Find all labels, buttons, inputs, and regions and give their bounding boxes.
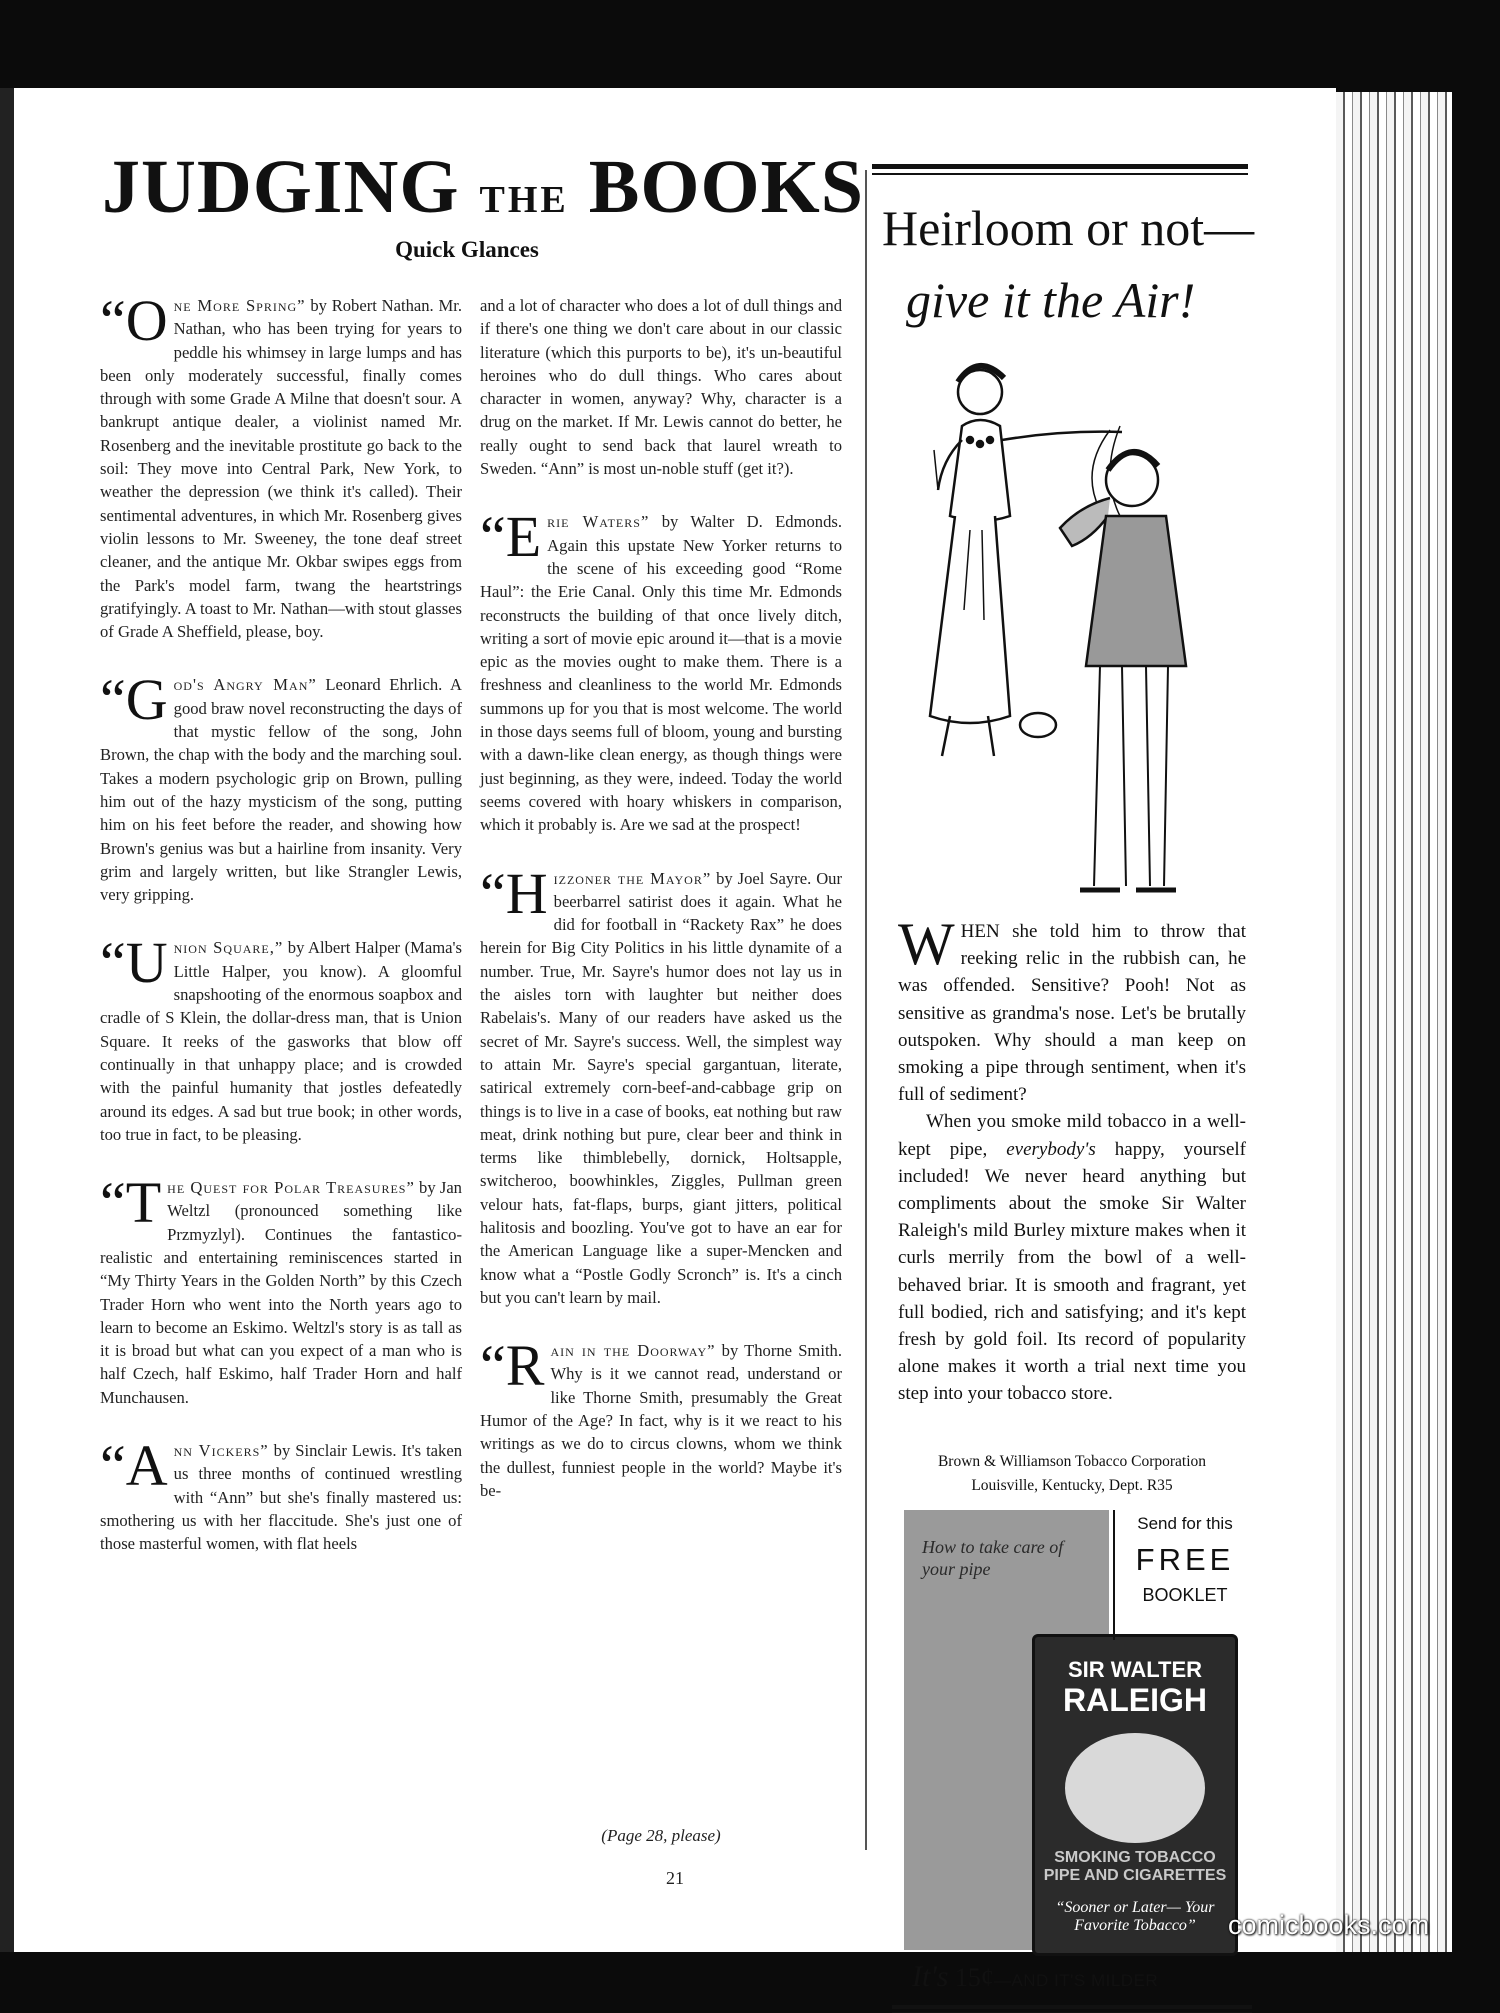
column-divider — [865, 170, 867, 1850]
ad-company-name: Brown & Williamson Tobacco Corporation — [937, 1453, 1207, 1470]
ad-top-rule — [872, 164, 1248, 169]
review-dropcap: “U — [100, 930, 168, 996]
review-dropcap: “O — [100, 288, 168, 353]
review-title: nn Vickers” — [173, 1441, 269, 1461]
ad-copy-paragraph-2a: When you smoke mild tobacco in a well-kept pipe, — [898, 1111, 1246, 1160]
woman-torso — [950, 420, 1010, 521]
review-ann-vickers-continued — [480, 294, 842, 480]
man-jacket — [1086, 516, 1186, 666]
review-dropcap: “A — [100, 1433, 168, 1499]
tobacco-advertisement — [872, 160, 1267, 1993]
review-ann-vickers — [100, 1433, 463, 1555]
title-word-judging: JUDGING — [102, 145, 460, 229]
tin-brand-line-1: SIR WALTER — [1067, 1657, 1203, 1682]
review-title: od's Angry Man” — [173, 675, 317, 695]
offer-send: Send for this — [1137, 1514, 1233, 1533]
site-watermark: comicbooks.com — [1228, 1910, 1430, 1940]
review-dropcap: “H — [480, 860, 548, 926]
price-tagline: —AND IT'S MILDER — [993, 1971, 1159, 1990]
small-dog — [1020, 713, 1056, 737]
ad-copy-emphasis: everybody's — [1006, 1138, 1096, 1160]
review-dropcap: “G — [100, 667, 168, 733]
review-body: by Walter D. Edmonds. Again this upstate New Yorker returns to the scene of his exceeding good “Rome Haul”: the Erie Canal. Only this time Mr. Edmonds reconstructs the building of that once lively ditch, writing a sort of movie epic around it—that is a movie epic as the movies ought to make them. There is a freshness and cleanliness to the world Mr. Edmonds summons up for you that is most welcome. The world in those days seems full of bloom, young and bursting with a dawn-like clean energy, as though things were just beginning, as they were, indeed. Today the world seems covered with hoary whiskers in comparison, which it probably is. Are we sad at the prospect! — [480, 512, 842, 835]
woman-skirt — [930, 516, 1010, 723]
ad-price-line — [912, 1960, 1252, 1998]
review-gods-angry-man — [100, 667, 462, 906]
review-body: by Joel Sayre. Our beerbarrel satirist does it again. What he did for football in “Rackety Rax” he does herein for Big City Politics in his little dynamite of a number. True, Mr. Sayre's humor does not lay us in the aisles torn with laughter but neither does Rabelais's. Many of our readers have asked us the secret of Mr. Sayre's success. Well, the simplest way to attain Mr. Sayre's special gargantuan, literate, satirical extremely corn-beef-and-cabbage grip on things is to live in a case of books, eat nothing but raw meat, drink nothing but pure, clear beer and think in terms like thimblebelly, dornick, Holtsapple, switcheroo, boowhinkles, Ziggles, Pullman green velour hats, fat-flaps, burps, giant jitters, political halitosis and boozling. You've got to have an ear for the American Language like a super-Mencken and know what a “Postle Godly Scronch” is. It's a cinch but you can't learn by mail. — [480, 868, 842, 1307]
review-union-square — [100, 930, 462, 1146]
price-its: It's — [912, 1960, 949, 1993]
review-one-more-spring — [100, 288, 462, 643]
binding-shadow — [0, 88, 14, 1952]
review-body: by Robert Nathan. Mr. Nathan, who has been trying for years to peddle his whimsey in large lumps and has been only moderately successful, finally comes through with some Grade A Milne that doesn't sour. A bankrupt antique dealer, a violinist named Mr. Rosenberg and the inevitable prostitute go back to the soil: They move into Central Park, New York, to weather the depression (we think it's called). Their sentimental adventures, in which Mr. Rosenberg gives violin lessons to Mr. Sweeney, the tone deaf street cleaner, and the antique Mr. Okbar swipes eggs from the Park's model farm, twang the heartstrings gratifyingly. A toast to Mr. Nathan—with stout glasses of Grade A Sheffield, please, boy. — [100, 296, 462, 642]
tin-slogan: “Sooner or Later— Your Favorite Tobacco” — [1055, 1899, 1215, 1934]
man-striped-trousers — [1094, 666, 1168, 886]
ad-company-address — [898, 1450, 1246, 1498]
offer-free: FREE — [1135, 1542, 1235, 1577]
review-title: he Quest for Polar Treasures” — [167, 1178, 415, 1198]
review-body: Leonard Ehrlich. A good braw novel reconstructing the days of that mystic fellow of the song, John Brown, the chap with the body and the marching soul. Takes a modern psychologic grip on Brown, pulling him out of the hazy mysticism of the song, putting him on his feet before the reader, and showing how Brown's genius was but a hairline from insanity. Very grim and largely written, but like Strangler Lewis, very gripping. — [100, 675, 462, 905]
title-word-the: THE — [479, 179, 569, 221]
tin-portrait-icon — [1065, 1733, 1205, 1843]
review-title: izzoner the Mayor” — [553, 868, 712, 888]
page-number: 21 — [666, 1868, 684, 1888]
column-middle — [480, 294, 842, 1532]
ad-body-copy — [898, 911, 1246, 1408]
review-body: by Jan Weltzl (pronounced something like Przmyzlyl). Continues the fantastico-realistic and entertaining reminiscences started in “My Thirty Years in the Golden North” by this Czech Trader Horn who went into the North years ago to learn to become an Eskimo. Weltzl's story is as tall as it is broad but what can you expect of a man who is half Czech, half Eskimo, half Trader Horn and half Munchausen. — [100, 1178, 462, 1407]
review-rain-in-the-doorway — [480, 1333, 842, 1502]
ad-copy-paragraph-1: HEN she told him to throw that reeking relic in the rubbish can, he was offended. Sensitive? Pooh! Not as sensitive as grandma's nose. Let's be brutally outspoken. Why should a man keep on smoking a pipe through sentiment, when it's full of sediment? — [898, 921, 1246, 1106]
review-body: by Thorne Smith. Why is it we cannot read, understand or like Thorne Smith, presumably the Great Humor of the Age? In fact, why is it we react to his writings as we do to circus clowns, whom we think the dullest, funniest people in the world? Maybe it's be- — [480, 1341, 842, 1500]
review-dropcap: “E — [480, 504, 542, 570]
title-word-books: BOOKS — [588, 145, 865, 229]
page-subtitle: Quick Glances — [395, 237, 539, 262]
ad-bottom-rule — [892, 2005, 1252, 2009]
review-body: and a lot of character who does a lot of dull things and if there's one thing we don't care about in our classic literature (which this purports to be), it's un-beautiful heroines who do dull things. Who cares about character in women, anyway? Why, character is a drug on the market. If Mr. Lewis cannot do better, he really ought to send back that laurel wreath to Sweden. “Ann” is most un-noble stuff (get it?). — [480, 296, 842, 479]
review-body: by Albert Halper (Mama's Little Halper, you know). A gloomful snapshooting of the enormous soapbox and cradle of S Klein, the dollar-dress man, that is Union Square. It reeks of the gasworks that blow off continually in that unhappy place; and is crowded with the painful humanity that jostles defeatedly around its edges. A sad but true book; in other words, too true in fact, to be pleasing. — [100, 938, 462, 1144]
ad-dropcap: W — [898, 911, 955, 977]
ad-illustration-woman-and-man — [910, 330, 1220, 910]
ad-headline-line-1: Heirloom or not— — [882, 200, 1255, 256]
tin-brand — [1043, 1657, 1227, 1717]
review-body: by Sinclair Lewis. It's taken us three months of continued wrestling with “Ann” but she's finally mastered us: smothering us with her flaccitude. She's just one of those masterful women, with flat heels — [100, 1441, 463, 1554]
ad-company-location: Louisville, Kentucky, Dept. R35 — [971, 1477, 1173, 1494]
tin-brand-line-2: RALEIGH — [1063, 1682, 1207, 1718]
page-title — [102, 145, 865, 241]
page-edges — [1336, 92, 1452, 1952]
review-hizzoner-the-mayor — [480, 860, 842, 1310]
review-title: rie Waters” — [547, 512, 650, 532]
ad-headline-line-2: give it the Air! — [906, 272, 1196, 328]
continued-note: (Page 28, please) — [601, 1826, 721, 1845]
ad-copy-paragraph-2b: happy, yourself included! We never heard anything but compliments about the smoke Sir Walter Raleigh's mild Burley mixture makes when it curls merrily from the bowl of a well-behaved briar. It is smooth and fragrant, yet full bodied, rich and satisfying; and it's kept fresh by gold foil. Its record of popularity alone makes it worth a trial next time you step into your tobacco store. — [898, 1138, 1246, 1405]
review-title: nion Square,” — [173, 938, 284, 958]
ad-top-rule-thin — [872, 173, 1248, 175]
column-left — [100, 288, 463, 1586]
ad-tobacco-tin — [1032, 1634, 1238, 1956]
ad-free-booklet-offer — [1120, 1512, 1250, 1608]
review-erie-waters — [480, 504, 842, 836]
review-dropcap: “T — [100, 1170, 162, 1236]
tin-product: SMOKING TOBACCO PIPE AND CIGARETTES — [1043, 1849, 1227, 1884]
booklet-title: How to take care of your pipe — [922, 1537, 1064, 1579]
review-quest-for-polar-treasures — [100, 1170, 462, 1409]
ad-offer-divider — [1113, 1510, 1115, 1640]
review-dropcap: “R — [480, 1333, 545, 1399]
offer-booklet: BOOKLET — [1142, 1585, 1228, 1605]
review-title: ne More Spring” — [173, 296, 306, 315]
review-title: ain in the Doorway” — [550, 1341, 716, 1361]
price-value: 15¢ — [954, 1963, 994, 1992]
